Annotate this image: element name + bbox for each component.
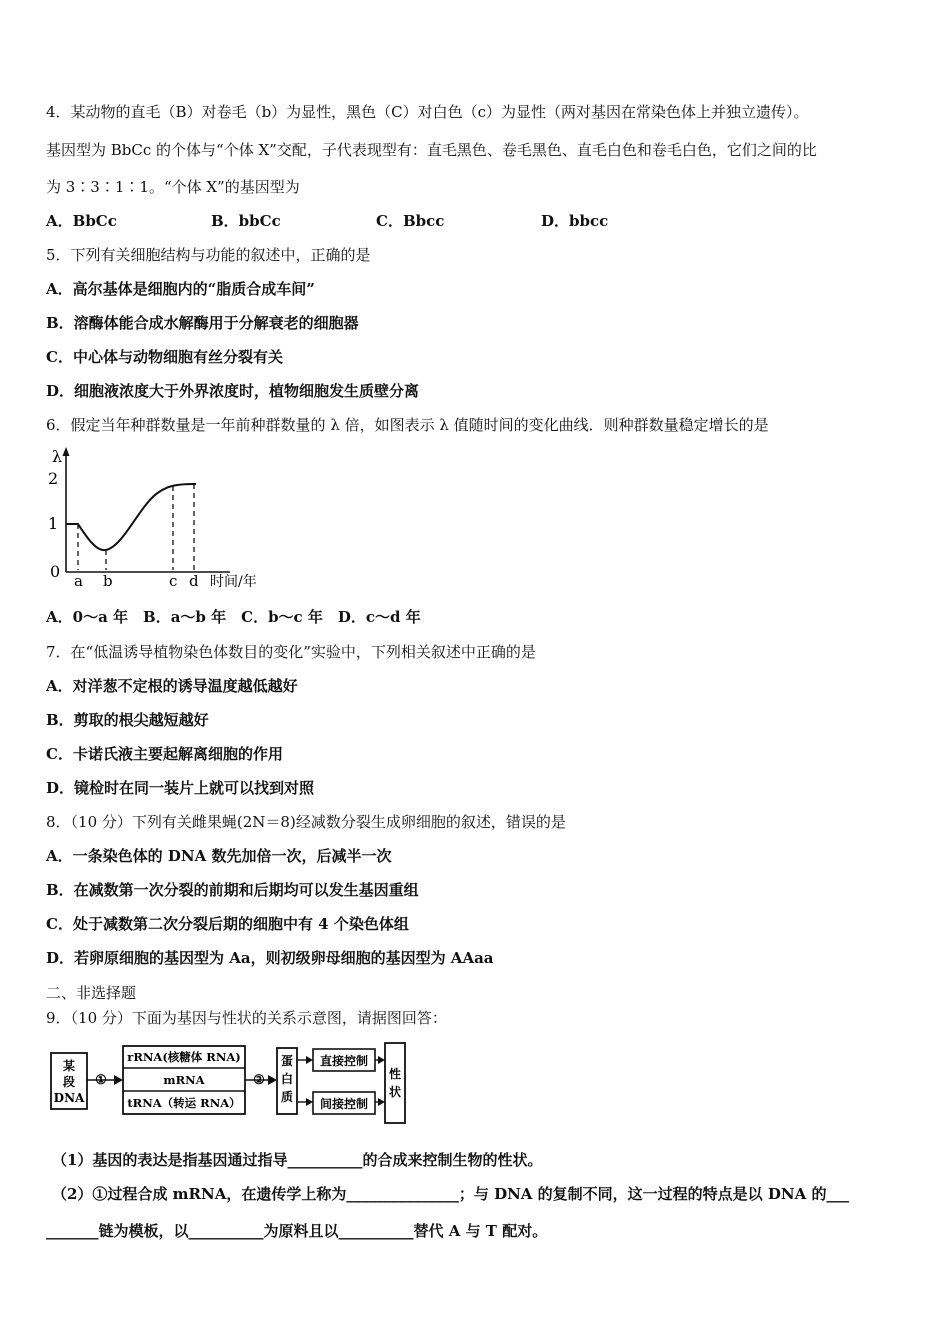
- graph-x-tick-c: c: [169, 572, 178, 590]
- q8-option-b: B．在减数第一次分裂的前期和后期均可以发生基因重组: [46, 881, 419, 899]
- graph-y-arrow: [63, 447, 70, 456]
- svg-text:某: 某: [62, 1059, 76, 1073]
- graph-x-tick-b: b: [103, 572, 113, 590]
- q4-option-d: D．bbcc: [541, 212, 609, 230]
- q4-option-a: A．BbCc: [46, 212, 117, 230]
- q8-option-d: D．若卵原细胞的基因型为 Aa，则初级卵母细胞的基因型为 AAaa: [46, 949, 494, 967]
- q9-gene-trait-diagram: [48, 1040, 410, 1126]
- svg-text:白: 白: [280, 1072, 294, 1086]
- trait-box: [385, 1043, 405, 1123]
- svg-text:段: 段: [62, 1075, 76, 1089]
- svg-text:蛋: 蛋: [280, 1054, 294, 1068]
- q6-lambda-graph: [44, 444, 284, 592]
- q5-option-c: C．中心体与动物细胞有丝分裂有关: [46, 348, 283, 366]
- q9-stem: 9．（10 分）下面为基因与性状的关系示意图，请据图回答：: [46, 1009, 447, 1027]
- q6-stem: 6．假定当年种群数量是一年前种群数量的 λ 倍，如图表示 λ 值随时间的变化曲线．则种群数量稳定增长的是: [46, 416, 769, 434]
- q5-stem: 5．下列有关细胞结构与功能的叙述中，正确的是: [46, 246, 371, 264]
- graph-x-label: 时间/年: [210, 574, 257, 590]
- q4-stem-line2: 基因型为 BbCc 的个体与“个体 X”交配，子代表现型有：直毛黑色、卷毛黑色、直毛白色和卷毛白色，它们之间的比: [46, 141, 817, 159]
- indirect-control-label: 间接控制: [319, 1097, 369, 1111]
- q8-option-c: C．处于减数第二次分裂后期的细胞中有 4 个染色体组: [46, 915, 409, 933]
- dna-box: [51, 1053, 87, 1109]
- q7-option-a: A．对洋葱不定根的诱导温度越低越好: [46, 677, 298, 695]
- q4-option-c: C．Bbcc: [376, 212, 445, 230]
- direct-control-label: 直接控制: [319, 1054, 369, 1068]
- svg-text:DNA: DNA: [53, 1091, 85, 1105]
- svg-text:性: 性: [388, 1067, 402, 1081]
- q5-option-d: D．细胞液浓度大于外界浓度时，植物细胞发生质壁分离: [46, 382, 420, 400]
- rna-trna: tRNA（转运 RNA）: [127, 1096, 241, 1110]
- q8-stem: 8．（10 分）下列有关雌果蝇(2N＝8)经减数分裂生成卵细胞的叙述，错误的是: [46, 813, 566, 831]
- protein-box: [277, 1048, 297, 1114]
- rna-mrna: mRNA: [163, 1073, 205, 1087]
- step2-label: ②: [253, 1073, 265, 1088]
- graph-y-label: λ: [52, 447, 63, 466]
- step2-arrow: [245, 1073, 277, 1088]
- q8-option-a: A．一条染色体的 DNA 数先加倍一次，后减半一次: [46, 847, 392, 865]
- svg-text:质: 质: [280, 1090, 294, 1104]
- graph-x-tick-d: d: [189, 572, 199, 590]
- q4-stem-line3: 为 3∶3∶1∶1。“个体 X”的基因型为: [46, 178, 300, 196]
- q4-option-b: B．bbCc: [211, 212, 281, 230]
- graph-x-tick-a: a: [74, 572, 83, 590]
- q7-option-d: D．镜检时在同一装片上就可以找到对照: [46, 779, 315, 797]
- q9-sub2-line2: _______链为模板，以__________为原料且以__________替代 A 与 T 配对。: [46, 1222, 548, 1240]
- graph-y-tick-0: 0: [50, 562, 61, 581]
- q7-option-b: B．剪取的根尖越短越好: [46, 711, 209, 729]
- section-title-non-choice: 二、非选择题: [46, 984, 137, 1002]
- q7-option-c: C．卡诺氏液主要起解离细胞的作用: [46, 745, 283, 763]
- q9-sub2-line1: （2）①过程合成 mRNA，在遗传学上称为_______________；与 DNA 的复制不同，这一过程的特点是以 DNA 的___: [52, 1185, 849, 1203]
- graph-lambda-curve: [66, 484, 196, 550]
- q7-stem: 7．在“低温诱导植物染色体数目的变化”实验中，下列相关叙述中正确的是: [46, 643, 536, 661]
- q6-options: A．0～a 年 B．a～b 年 C．b～c 年 D．c～d 年: [46, 608, 421, 626]
- graph-y-tick-1: 1: [48, 514, 59, 533]
- svg-text:状: 状: [388, 1085, 402, 1099]
- q4-stem-line1: 4．某动物的直毛（B）对卷毛（b）为显性，黑色（C）对白色（c）为显性（两对基因在常染色体上并独立遗传）。: [46, 103, 809, 121]
- step1-label: ①: [95, 1073, 107, 1088]
- q5-option-a: A．高尔基体是细胞内的“脂质合成车间”: [46, 280, 315, 298]
- step1-arrow: [87, 1073, 123, 1088]
- graph-y-tick-2: 2: [48, 469, 59, 488]
- rna-rrna: rRNA(核糖体 RNA): [127, 1050, 241, 1064]
- q9-sub1: （1）基因的表达是指基因通过指导__________的合成来控制生物的性状。: [52, 1151, 543, 1169]
- q4-options: [46, 212, 608, 230]
- q5-option-b: B．溶酶体能合成水解酶用于分解衰老的细胞器: [46, 314, 359, 332]
